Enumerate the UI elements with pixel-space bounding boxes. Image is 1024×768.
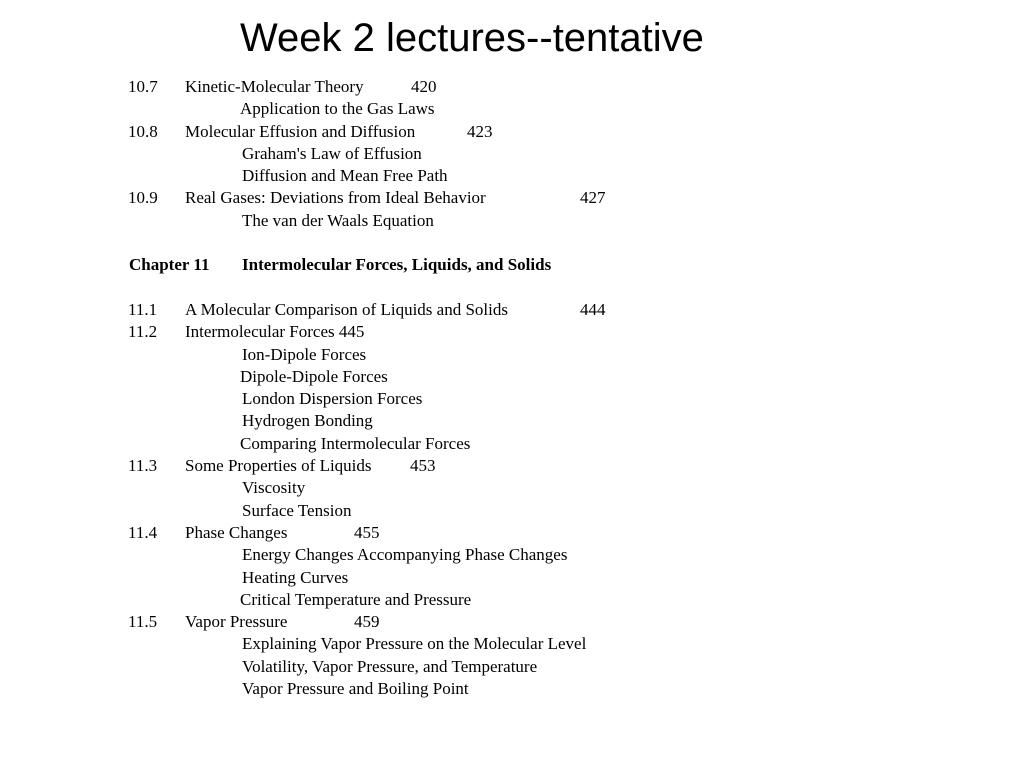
subtopic-row	[0, 143, 1024, 165]
subtopic-row	[0, 98, 1024, 120]
section-number: 11.5	[128, 612, 158, 632]
section-number: 11.3	[128, 456, 158, 476]
section-row	[0, 187, 1024, 209]
section-page: 427	[580, 188, 606, 208]
subtopic: The van der Waals Equation	[242, 210, 434, 230]
subtopic: Explaining Vapor Pressure on the Molecular Level	[242, 634, 587, 654]
subtopic: Diffusion and Mean Free Path	[242, 166, 448, 186]
section-page: 455	[354, 522, 380, 542]
lecture-outline	[0, 76, 1024, 700]
subtopic-row	[0, 589, 1024, 611]
section-number: 10.8	[128, 121, 158, 141]
chapter-title: Intermolecular Forces, Liquids, and Solids	[242, 255, 552, 275]
subtopic-row	[0, 366, 1024, 388]
section-row	[0, 455, 1024, 477]
subtopic-row	[0, 210, 1024, 232]
section-title: Intermolecular Forces 445	[185, 322, 365, 342]
subtopic-row	[0, 388, 1024, 410]
subtopic: Surface Tension	[242, 500, 352, 520]
section-page: 453	[410, 456, 436, 476]
subtopic: London Dispersion Forces	[242, 389, 423, 409]
subtopic-row	[0, 165, 1024, 187]
subtopic-row	[0, 500, 1024, 522]
subtopic: Dipole-Dipole Forces	[240, 366, 388, 386]
subtopic: Comparing Intermolecular Forces	[240, 433, 471, 453]
section-title: Some Properties of Liquids	[185, 456, 372, 476]
section-number: 10.9	[128, 188, 158, 208]
subtopic: Hydrogen Bonding	[242, 411, 373, 431]
section-row	[0, 76, 1024, 98]
section-title: Molecular Effusion and Diffusion	[185, 121, 416, 141]
section-title: Vapor Pressure	[185, 612, 288, 632]
section-page: 423	[467, 121, 493, 141]
subtopic-row	[0, 678, 1024, 700]
section-page: 459	[354, 612, 380, 632]
subtopic: Ion-Dipole Forces	[242, 344, 367, 364]
subtopic: Heating Curves	[242, 567, 349, 587]
subtopic-row	[0, 410, 1024, 432]
section-row	[0, 121, 1024, 143]
subtopic-row	[0, 477, 1024, 499]
section-number: 10.7	[128, 77, 158, 96]
subtopic: Critical Temperature and Pressure	[240, 589, 472, 609]
subtopic: Application to the Gas Laws	[240, 99, 435, 119]
section-title: Real Gases: Deviations from Ideal Behavior	[185, 188, 486, 208]
subtopic: Energy Changes Accompanying Phase Changes	[242, 545, 568, 565]
section-page: 444	[580, 299, 606, 319]
section-title: Kinetic-Molecular Theory	[185, 77, 364, 96]
section-number: 11.4	[128, 522, 158, 542]
subtopic: Graham's Law of Effusion	[242, 143, 422, 163]
subtopic: Volatility, Vapor Pressure, and Temperature	[242, 656, 538, 676]
section-row	[0, 611, 1024, 633]
section-title: A Molecular Comparison of Liquids and Solids	[185, 299, 508, 319]
chapter-label: Chapter 11	[129, 255, 210, 275]
section-title: Phase Changes	[185, 522, 288, 542]
subtopic-row	[0, 344, 1024, 366]
section-row	[0, 321, 1024, 343]
section-page: 420	[411, 77, 437, 96]
subtopic-row	[0, 656, 1024, 678]
subtopic: Viscosity	[242, 478, 306, 498]
subtopic: Vapor Pressure and Boiling Point	[242, 679, 469, 699]
section-row	[0, 299, 1024, 321]
subtopic-row	[0, 633, 1024, 655]
section-number: 11.1	[128, 299, 158, 319]
chapter-heading	[0, 254, 1024, 276]
section-row	[0, 522, 1024, 544]
slide-title: Week 2 lectures--tentative	[240, 16, 704, 60]
subtopic-row	[0, 433, 1024, 455]
section-number: 11.2	[128, 322, 158, 342]
subtopic-row	[0, 544, 1024, 566]
subtopic-row	[0, 567, 1024, 589]
